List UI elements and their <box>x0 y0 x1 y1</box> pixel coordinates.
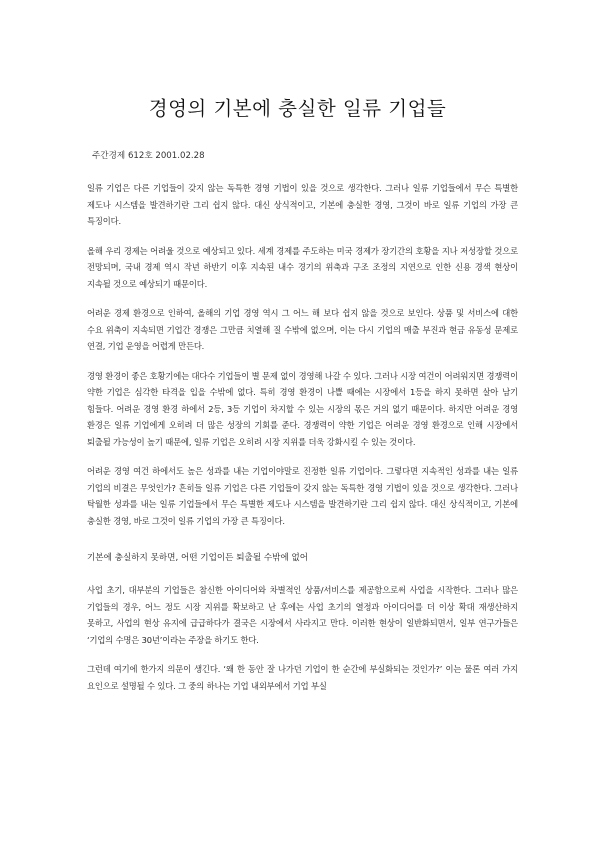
paragraph: 그런데 여기에 한가지 의문이 생긴다. ‘왜 한 동안 잘 나가던 기업이 한 순간에 부실화되는 것인가?’ 이는 물론 여러 가지 요인으로 설명될 수 있다. 그 중의 하나는 기업 내외부에서 기업 부실 <box>87 664 518 691</box>
paragraph: 어려운 경제 환경으로 인하여, 올해의 기업 경영 역시 그 어느 해 보다 쉽지 않을 것으로 보인다. 상품 및 서비스에 대한 수요 위축이 지속되면 기업간 경쟁은 그만큼 치열해 질 수밖에 없으며, 이는 다시 기업의 매출 부진과 현금 유동성 문제로 연결, 기업 운영을 어렵게 만든다. <box>87 308 518 351</box>
paragraph: 일류 기업은 다른 기업들이 갖지 않는 독특한 경영 기법이 있을 것으로 생각한다. 그러나 일류 기업들에서 무슨 특별한 제도나 시스템을 발견하기란 그리 쉽지 않다. 대신 상식적이고, 기본에 충실한 경영, 그것이 바로 일류 기업의 가장 큰 특징이다. <box>87 183 518 226</box>
paragraph: 경영 환경이 좋은 호황기에는 대다수 기업들이 별 문제 없이 경영해 나갈 수 있다. 그러나 시장 여건이 어려워지면 경쟁력이 약한 기업은 심각한 타격을 입을 수밖에 없다. 특히 경영 환경이 나쁠 때에는 시장에서 1등을 하지 못하면 살아 남기 힘들다. 어려운 경영 환경 하에서 2등, 3등 기업이 차지할 수 있는 시장의 몫은 거의 없기 때문이다. 하지만 어려운 경영 환경은 일류 기업에게 오히려 더 많은 성장의 기회를 준다. 경쟁력이 약한 기업은 어려운 경영 환경으로 인해 시장에서 퇴출될 가능성이 높기 때문에, 일류 기업은 오히려 시장 지위를 더욱 강화시킬 수 있는 것이다. <box>87 370 518 447</box>
article-body <box>87 180 518 694</box>
paragraph: 어려운 경영 여건 하에서도 높은 성과를 내는 기업이야말로 진정한 일류 기업이다. 그렇다면 지속적인 성과를 내는 일류 기업의 비결은 무엇인가? 흔히들 일류 기업은 다른 기업들이 갖지 않는 독특한 경영 기법이 있을 것으로 생각한다. 그러나 탁월한 성과를 내는 일류 기업들에서 무슨 특별한 제도나 시스템을 발견하기란 그리 쉽지 않다. 대신 상식적이고, 기본에 충실한 경영, 바로 그것이 일류 기업의 가장 큰 특징이다. <box>87 466 518 526</box>
publication-info: 주간경제 612호 2001.02.28 <box>92 151 205 161</box>
document-title: 경영의 기본에 충실한 일류 기업들 <box>148 97 447 120</box>
paragraph: 올해 우리 경제는 어려울 것으로 예상되고 있다. 세계 경제를 주도하는 미국 경제가 장기간의 호황을 지나 저성장할 것으로 전망되며, 국내 경제 역시 작년 하반기 이후 지속된 내수 경기의 위축과 구조 조정의 지연으로 인한 신용 경색 현상이 지속될 것으로 예상되기 때문이다. <box>87 245 518 289</box>
paragraph: 사업 초기, 대부분의 기업들은 참신한 아이디어와 차별적인 상품/서비스를 제공함으로써 사업을 시작한다. 그러나 많은 기업들의 경우, 어느 정도 시장 지위를 확보하고 난 후에는 사업 초기의 열정과 아이디어를 더 이상 확대 재생산하지 못하고, 사업의 현상 유지에 급급하다가 결국은 시장에서 사라지고 만다. 이러한 현상이 일반화되면서, 일부 연구가들은 ‘기업의 수명은 30년’이라는 주장을 하기도 한다. <box>87 585 518 645</box>
section-heading: 기본에 충실하지 못하면, 어떤 기업이든 퇴출될 수밖에 없어 <box>87 553 309 563</box>
